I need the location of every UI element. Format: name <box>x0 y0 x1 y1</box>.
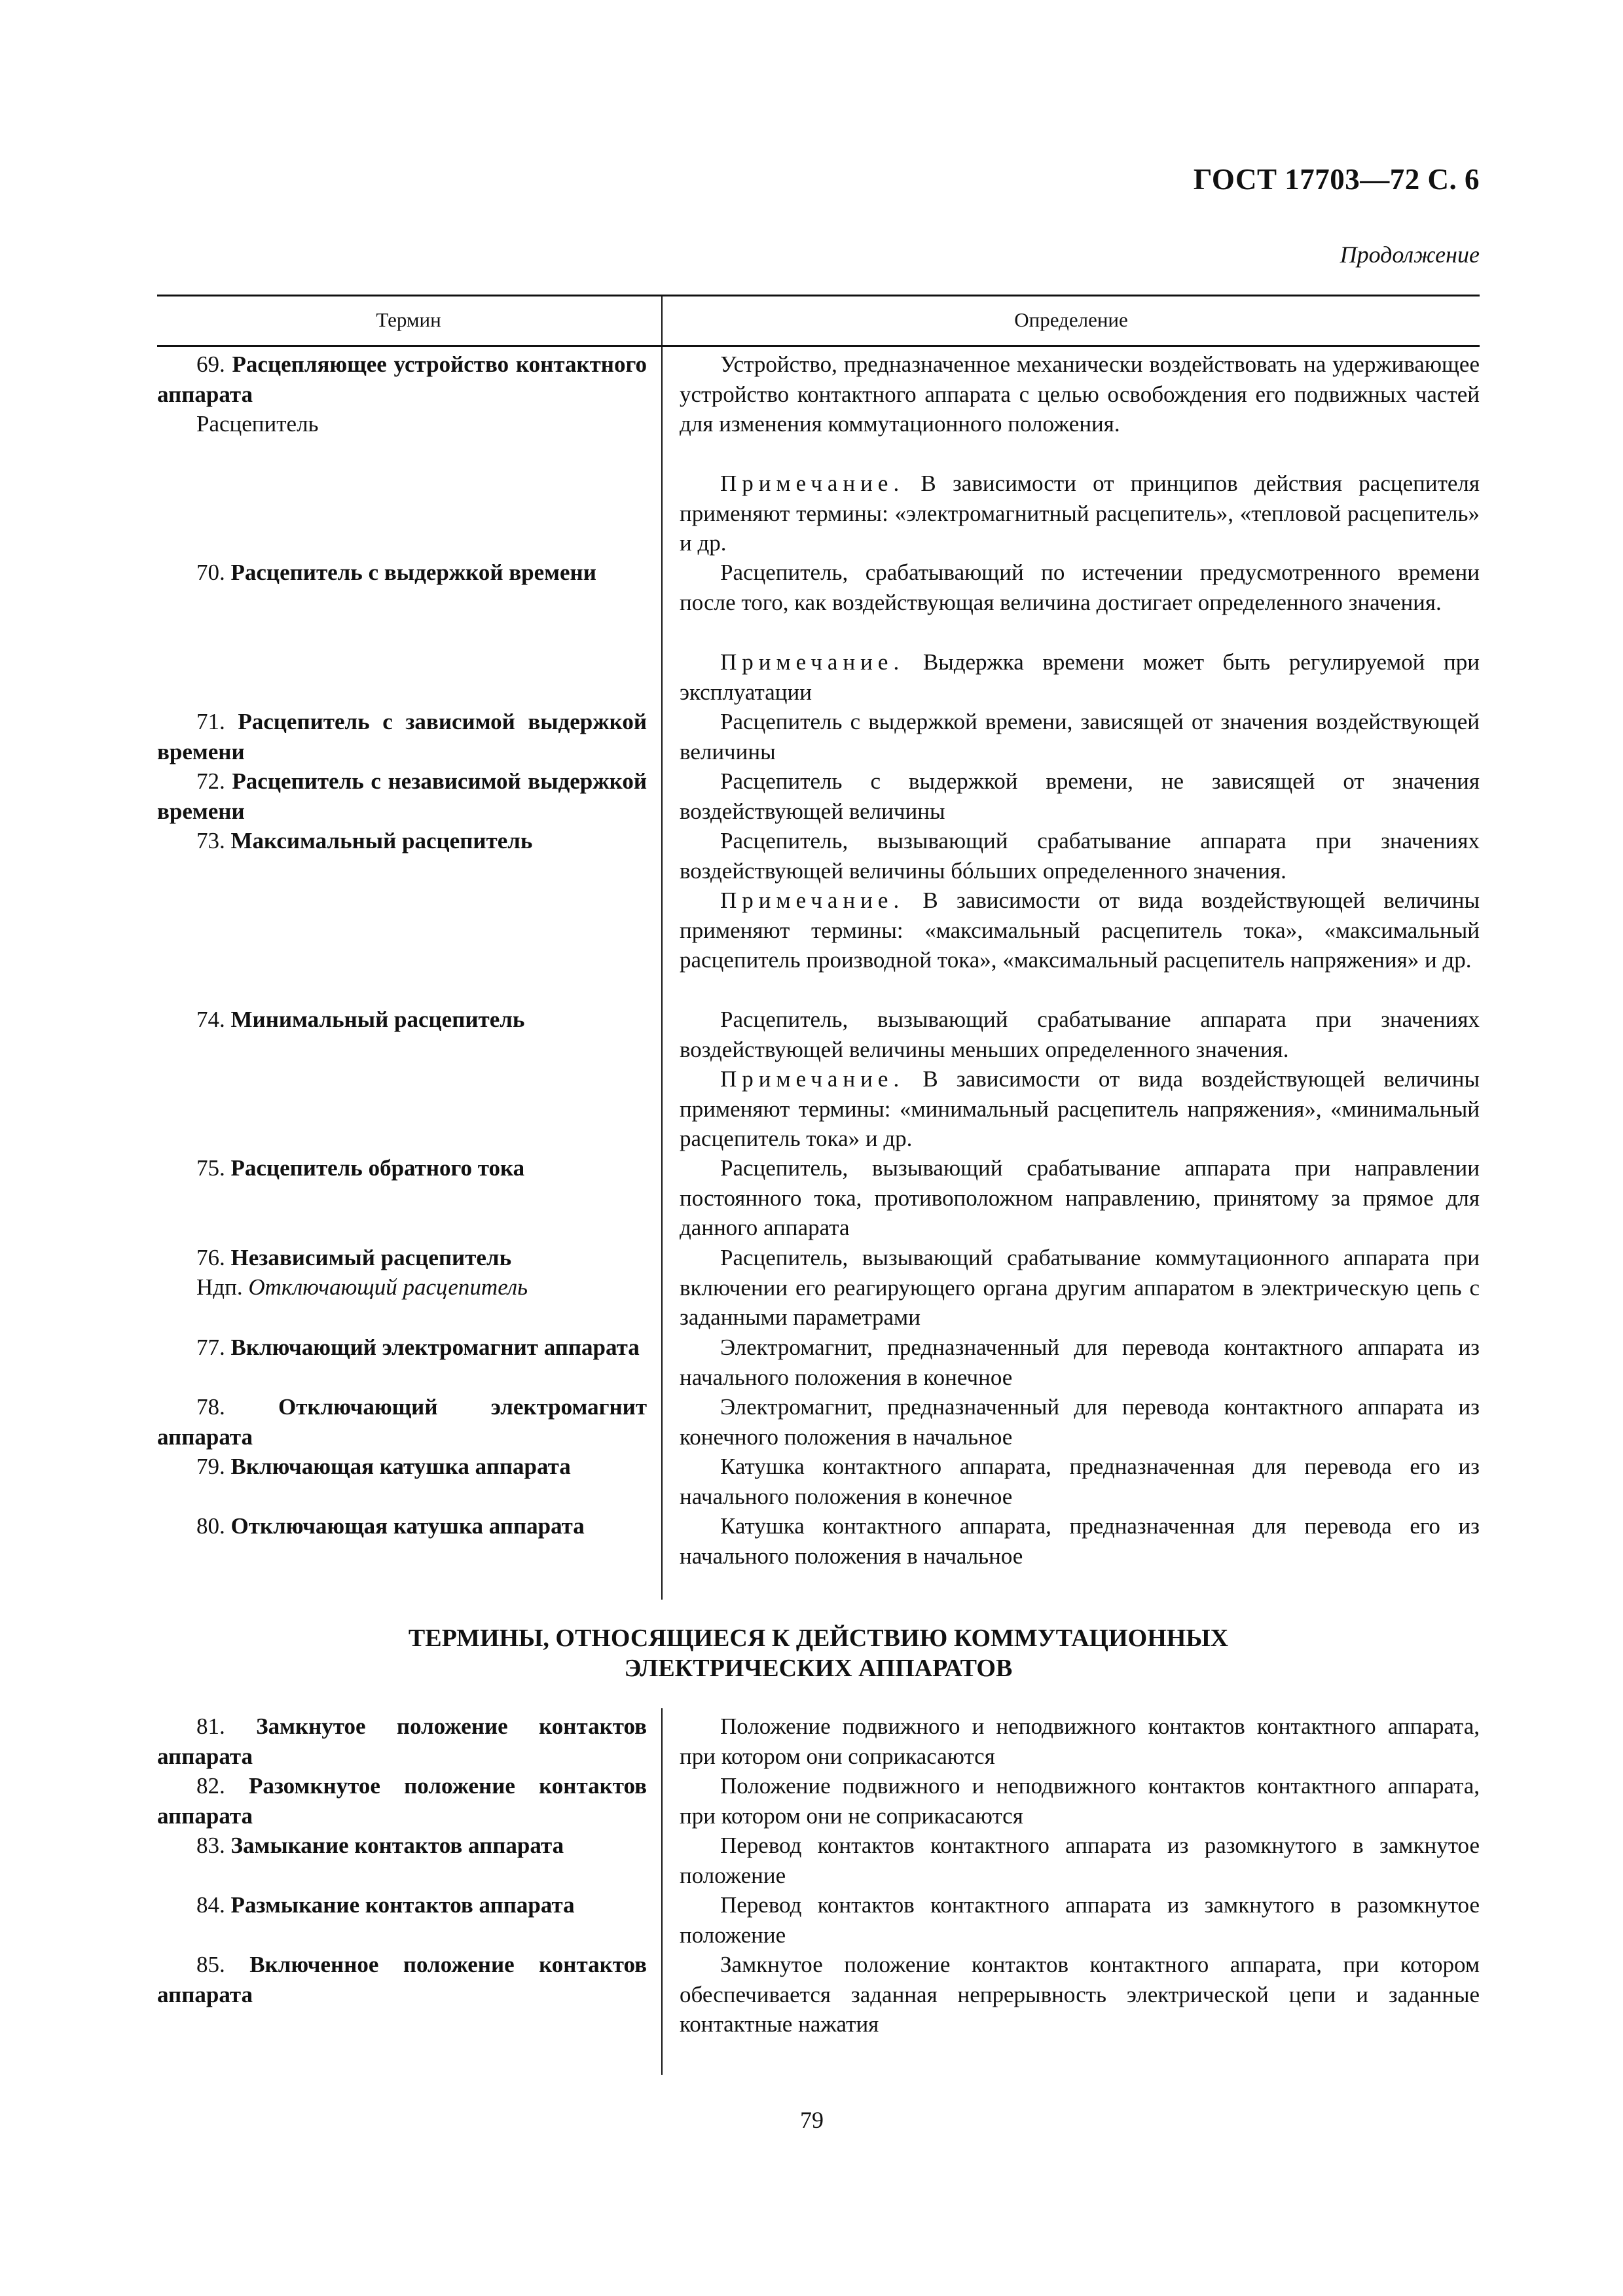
term-name: Расцепитель с независимой выдержкой времени <box>157 768 647 824</box>
term-number: 75. <box>196 1155 225 1181</box>
term-number: 70. <box>196 560 225 585</box>
definition-text: Расцепитель, срабатывающий по истечении предусмотренного времени после того, как воздействующая величина достигает определенного значения. <box>680 560 1480 615</box>
term-entry <box>157 1005 647 1035</box>
note-label: Примечание. <box>720 471 905 496</box>
term-entry <box>157 1392 647 1452</box>
definition-text: Электромагнит, предназначенный для перевода контактного аппарата из конечного положения в начальное <box>680 1394 1480 1450</box>
column-divider <box>661 343 663 1600</box>
note-label: Примечание. <box>720 1066 905 1092</box>
definition-text: Расцепитель, вызывающий срабатывание аппарата при направлении постоянного тока, противоположном направлению, принятому за прямое для данного аппарата <box>680 1155 1480 1240</box>
term-entry <box>157 1890 647 1920</box>
term-entry <box>157 1831 647 1861</box>
definition-text: Положение подвижного и неподвижного контактов контактного аппарата, при котором они не соприкасаются <box>680 1773 1480 1829</box>
note-text: В зависимости от принципов действия расцепителя применяют термины: «электромагнитный расцепитель», «тепловой расцепитель» и др. <box>680 471 1480 556</box>
definition-text: Расцепитель с выдержкой времени, не зависящей от значения воздействующей величины <box>680 768 1480 824</box>
term-name: Расцепитель с зависимой выдержкой времени <box>157 709 647 764</box>
term-name: Минимальный расцепитель <box>230 1007 525 1032</box>
term-number: 85. <box>196 1952 225 1977</box>
term-entry <box>157 1153 647 1183</box>
definition-note <box>680 469 1480 558</box>
column-header-term: Термин <box>376 308 441 331</box>
definition-text: Перевод контактов контактного аппарата из замкнутого в разомкнутое положение <box>680 1892 1480 1948</box>
term-number: 72. <box>196 768 225 794</box>
term-name: Включающая катушка аппарата <box>230 1454 571 1479</box>
term-number: 84. <box>196 1892 225 1918</box>
term-name: Отключающий электромагнит аппарата <box>157 1394 647 1450</box>
note-text: В зависимости от вида воздействующей величины применяют термины: «максимальный расцепитель тока», «максимальный расцепитель производной тока», «максимальный расцепитель напряжения» и др. <box>680 888 1480 973</box>
definition-text: Перевод контактов контактного аппарата из разомкнутого в замкнутое положение <box>680 1833 1480 1888</box>
term-entry <box>157 1511 647 1541</box>
ndp-label: Ндп. <box>196 1274 243 1300</box>
definition-text: Расцепитель, вызывающий срабатывание коммутационного аппарата при включении его реагирующего органа другим аппаратом в электрическую цепь с заданными параметрами <box>680 1245 1480 1330</box>
term-synonym: Расцепитель <box>196 411 319 437</box>
definition-text: Расцепитель с выдержкой времени, зависящей от значения воздействующей величины <box>680 709 1480 764</box>
column-header-definition: Определение <box>1014 308 1128 331</box>
term-number: 77. <box>196 1335 225 1360</box>
term-number: 73. <box>196 828 225 853</box>
note-text: Выдержка времени может быть регулируемой при эксплуатации <box>680 649 1480 705</box>
term-entry <box>157 1452 647 1482</box>
table-header <box>157 295 1480 347</box>
term-deprecated <box>157 1272 647 1302</box>
note-label: Примечание. <box>720 888 905 913</box>
term-entry <box>157 1712 647 1771</box>
term-name: Включающий электромагнит аппарата <box>230 1335 640 1360</box>
term-name: Независимый расцепитель <box>230 1245 512 1270</box>
term-name: Максимальный расцепитель <box>230 828 533 853</box>
term-name: Замыкание контактов аппарата <box>230 1833 564 1858</box>
term-name: Замкнутое положение контактов аппарата <box>157 1713 647 1769</box>
term-entry <box>157 1243 647 1273</box>
term-entry <box>157 558 647 588</box>
term-number: 79. <box>196 1454 225 1479</box>
term-entry <box>157 1771 647 1831</box>
definition-text: Катушка контактного аппарата, предназначенная для перевода его из начального положения в начальное <box>680 1513 1480 1569</box>
note-label: Примечание. <box>720 649 905 675</box>
term-number: 76. <box>196 1245 225 1270</box>
term-entry <box>157 826 647 856</box>
term-number: 83. <box>196 1833 225 1858</box>
definition-note <box>680 886 1480 975</box>
term-name: Отключающая катушка аппарата <box>230 1513 585 1539</box>
definition-text: Катушка контактного аппарата, предназначенная для перевода его из начального положения в конечное <box>680 1454 1480 1509</box>
definition-text: Устройство, предназначенное механически воздействовать на удерживающее устройство контактного аппарата с целью освобождения его подвижных частей для изменения коммутационного положения. <box>680 351 1480 437</box>
term-entry <box>157 1950 647 2009</box>
term-name: Расцепитель обратного тока <box>230 1155 525 1181</box>
continuation-label: Продолжение <box>1340 242 1480 268</box>
term-number: 69. <box>196 351 225 377</box>
term-name: Расцепитель с выдержкой времени <box>230 560 596 585</box>
definition-text: Положение подвижного и неподвижного контактов контактного аппарата, при котором они соприкасаются <box>680 1713 1480 1769</box>
term-number: 80. <box>196 1513 225 1539</box>
definition-note <box>680 1064 1480 1154</box>
term-entry <box>157 350 647 409</box>
term-entry <box>157 707 647 766</box>
term-entry <box>157 766 647 826</box>
term-number: 78. <box>196 1394 225 1420</box>
term-name: Включенное положение контактов аппарата <box>157 1952 647 2007</box>
page-number: 79 <box>800 2107 824 2133</box>
column-divider <box>661 1708 663 2075</box>
section-title-line-1: ТЕРМИНЫ, ОТНОСЯЩИЕСЯ К ДЕЙСТВИЮ КОММУТАЦИОННЫХ <box>408 1624 1229 1652</box>
note-text: В зависимости от вида воздействующей величины применяют термины: «минимальный расцепитель напряжения», «минимальный расцепитель тока» и др. <box>680 1066 1480 1151</box>
section-title-line-2: ЭЛЕКТРИЧЕСКИХ АППАРАТОВ <box>624 1655 1013 1682</box>
term-name: Расцепляющее устройство контактного аппарата <box>157 351 647 407</box>
term-name: Размыкание контактов аппарата <box>230 1892 575 1918</box>
term-number: 74. <box>196 1007 225 1032</box>
definition-text: Расцепитель, вызывающий срабатывание аппарата при значениях воздействующей величины меньших определенного значения. <box>680 1007 1480 1062</box>
definition-text: Замкнутое положение контактов контактного аппарата, при котором обеспечивается заданная непрерывность электрической цепи и заданные контактные нажатия <box>680 1952 1480 2037</box>
definition-text: Электромагнит, предназначенный для перевода контактного аппарата из начального положения в конечное <box>680 1335 1480 1390</box>
definition-note <box>680 647 1480 707</box>
term-number: 71. <box>196 709 225 734</box>
term-entry <box>157 1333 647 1363</box>
term-number: 82. <box>196 1773 225 1799</box>
term-name: Разомкнутое положение контактов аппарата <box>157 1773 647 1829</box>
ndp-term: Отключающий расцепитель <box>248 1274 528 1300</box>
definition-text: Расцепитель, вызывающий срабатывание аппарата при значениях воздействующей величины бóльших определенного значения. <box>680 828 1480 884</box>
term-number: 81. <box>196 1713 225 1739</box>
document-title: ГОСТ 17703—72 С. 6 <box>1193 163 1480 196</box>
